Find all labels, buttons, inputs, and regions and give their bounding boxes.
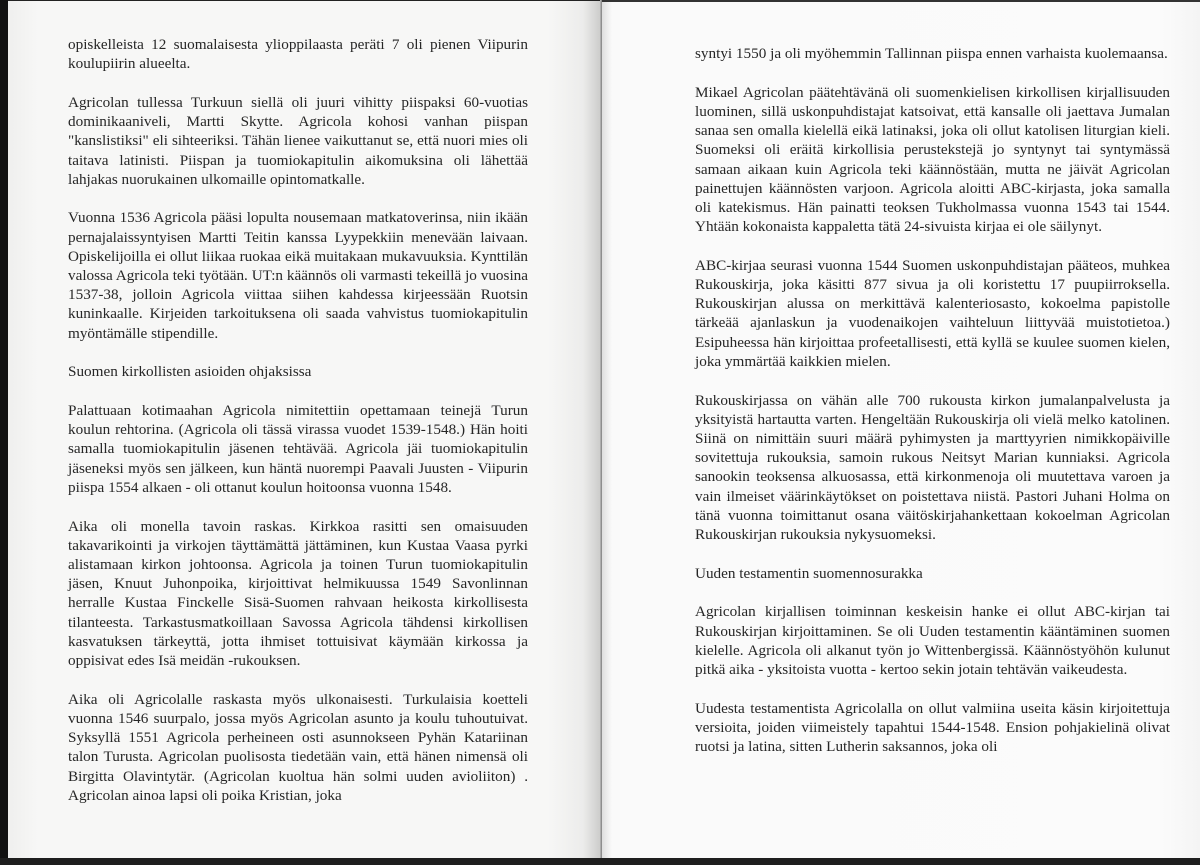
paragraph: ABC-kirjaa seurasi vuonna 1544 Suomen uskonpuhdistajan pääteos, muhkea Rukouskirja, joka käsitti 877 sivua ja oli koristettu 17 puupiirroksella. Rukouskirjan alussa on merkittävä kalenteriosasto, kokoelma papistolle tärkeää ajanlaskun ja vuodenaikojen vaihteluun liittyvää muistotietoa.) Esipuheessa hän kirjoittaa profeetallisesti, että kyllä se kuulee suomen kielen, joka ymmärtää kaikkien mielen. (695, 256, 1170, 370)
left-page (8, 0, 602, 862)
right-page (602, 0, 1200, 862)
section-heading: Uuden testamentin suomennosurakka (695, 564, 923, 582)
paragraph: Mikael Agricolan päätehtävänä oli suomenkielisen kirkollisen kirjallisuuden luominen, sillä uskonpuhdistajat katsoivat, että kansalle oli jaettava Jumalan sanaa sen omalla kielellä eikä latinaksi, joka oli ollut katolisen liturgian kieli. Suomeksi oli eräitä kirkollisia perustekstejä jo syntynyt tai syntymässä samaan aikaan kuin Agricola teki käännöstään, mutta ne jäivät Agricolan painettujen käännösten varjoon. Agricola aloitti ABC-kirjasta, joka samalla oli katekismus. Hän painatti teoksen Tukholmassa vuonna 1543 tai 1544. Yhtään kokonaista kappaletta tätä 24-sivuista kirjaa ei ole säilynyt. (695, 83, 1170, 236)
paragraph: Agricolan tullessa Turkuun siellä oli juuri vihitty piispaksi 60-vuotias dominikaaniveli, Martti Skytte. Agricola kohosi vanhan piispan "kanslistiksi" eli sihteeriksi. Tähän lienee vaikuttanut se, että nuori mies oli taitava latinisti. Piispan ja tuomiokapitulin aikomuksina oli lähettää lahjakas nuorukainen ulkomaille opintomatkalle. (68, 93, 528, 188)
paragraph: Aika oli monella tavoin raskas. Kirkkoa rasitti sen omaisuuden takavarikointi ja virkojen täyttämättä jättäminen, kun Kustaa Vaasa pyrki alistamaan kirkon johtoonsa. Agricola ja toinen Turun tuomiokapitulin jäsen, Knuut Juhonpoika, kirjoittivat helmikuussa 1549 Savonlinnan herralle Kustaa Finckelle Sisä-Suomen rahvaan heikosta kirkollisesta tilanteesta. Tarkastusmatkoillaan Savossa Agricola tähdensi kirkollisen kasvatuksen tärkeyttä, jotta ihmiset tottuisivat käymään kirkossa ja oppisivat edes Isä meidän -rukouksen. (68, 517, 528, 669)
paragraph: Palattuaan kotimaahan Agricola nimitettiin opettamaan teinejä Turun koulun rehtorina. (Agricola oli tässä virassa vuodet 1539-1548.) Hän hoiti samalla tuomiokapitulin jäsenen tehtävää. Agricola jäi tuomiokapitulin jäseneksi myös sen jälkeen, kun häntä nuorempi Paavali Juusten - Viipurin piispa 1554 alkaen - oli ottanut koulun hoitoonsa vuonna 1548. (68, 402, 528, 496)
right-page-text (695, 44, 1170, 776)
paragraph: Aika oli Agricolalle raskasta myös ulkonaisesti. Turkulaisia koetteli vuonna 1546 suurpalo, jossa myös Agricolan asunto ja koulu tuhoutuivat. Syksyllä 1551 Agricola perheineen osti asunnokseen Pyhän Katariinan talon Turusta. Agricolan puolisosta tiedetään vain, että hänen nimensä oli Birgitta Olavintytär. (Agricolan kuoltua hän solmi uuden avioliiton) . Agricolan ainoa lapsi oli poika Kristian, joka (68, 690, 528, 804)
scan-bottom-edge (0, 858, 1200, 865)
paragraph: Uudesta testamentista Agricolalla on ollut valmiina useita käsin kirjoitettuja versioita, joiden viimeistely tapahtui 1544-1548. Ension pohjakielinä olivat ruotsi ja latina, sitten Lutherin saksannos, joka oli (695, 699, 1170, 756)
paragraph: opiskelleista 12 suomalaisesta ylioppilaasta peräti 7 oli pienen Viipurin koulupiirin alueelta. (68, 36, 528, 73)
section-heading: Suomen kirkollisten asioiden ohjaksissa (68, 363, 312, 381)
left-page-text (68, 35, 528, 824)
paragraph: Rukouskirjassa on vähän alle 700 rukousta kirkon jumalanpalvelusta ja yksityistä hartautta varten. Hengeltään Rukouskirja oli vielä melko katolinen. Siinä on nimittäin suuri määrä pyhimysten ja marttyyrien nimikkopäiville sovitettuja rukouksia, samoin rukous Neitsyt Marian kunniaksi. Agricola sanookin teoksensa alkuosassa, että kirkonmenoja oli muutettava varoen ja vain ilmeiset väärinkäytökset on poistettava niistä. Pastori Juhani Holma on tänä vuonna toimittanut osana väitöskirjahankettaan kokoelman Agricolan Rukouskirjan rukouksia nykysuomeksi. (695, 391, 1170, 543)
paragraph: syntyi 1550 ja oli myöhemmin Tallinnan piispa ennen varhaista kuolemaansa. (695, 45, 1168, 62)
scan-left-edge (0, 0, 8, 865)
paragraph: Agricolan kirjallisen toiminnan keskeisin hanke ei ollut ABC-kirjan tai Rukouskirjan kirjoittaminen. Se oli Uuden testamentin kääntäminen suomen kielelle. Agricola oli alkanut työn jo Wittenbergissä. Käännöstyöhön kulunut pitkä aika - yksitoista vuotta - kertoo sekin jotain tehtävän vaikeudesta. (695, 603, 1170, 678)
paragraph: Vuonna 1536 Agricola pääsi lopulta nousemaan matkatoverinsa, niin ikään pernajalaissyntyisen Martti Teitin kanssa Lyypekkiin menevään laivaan. Opiskelijoilla ei ollut liikaa ruokaa eikä muitakaan mukavuuksia. Kynttilän valossa Agricola teki työtään. UT:n käännös oli varmasti tekeillä jo vuosina 1537-38, jolloin Agricola viittaa siihen kahdessa kirjeessään Ruotsin kuninkaalle. Kirjeiden tarkoituksena oli saada vahvistus tuomiokapitulin myöntämälle stipendille. (68, 209, 528, 342)
